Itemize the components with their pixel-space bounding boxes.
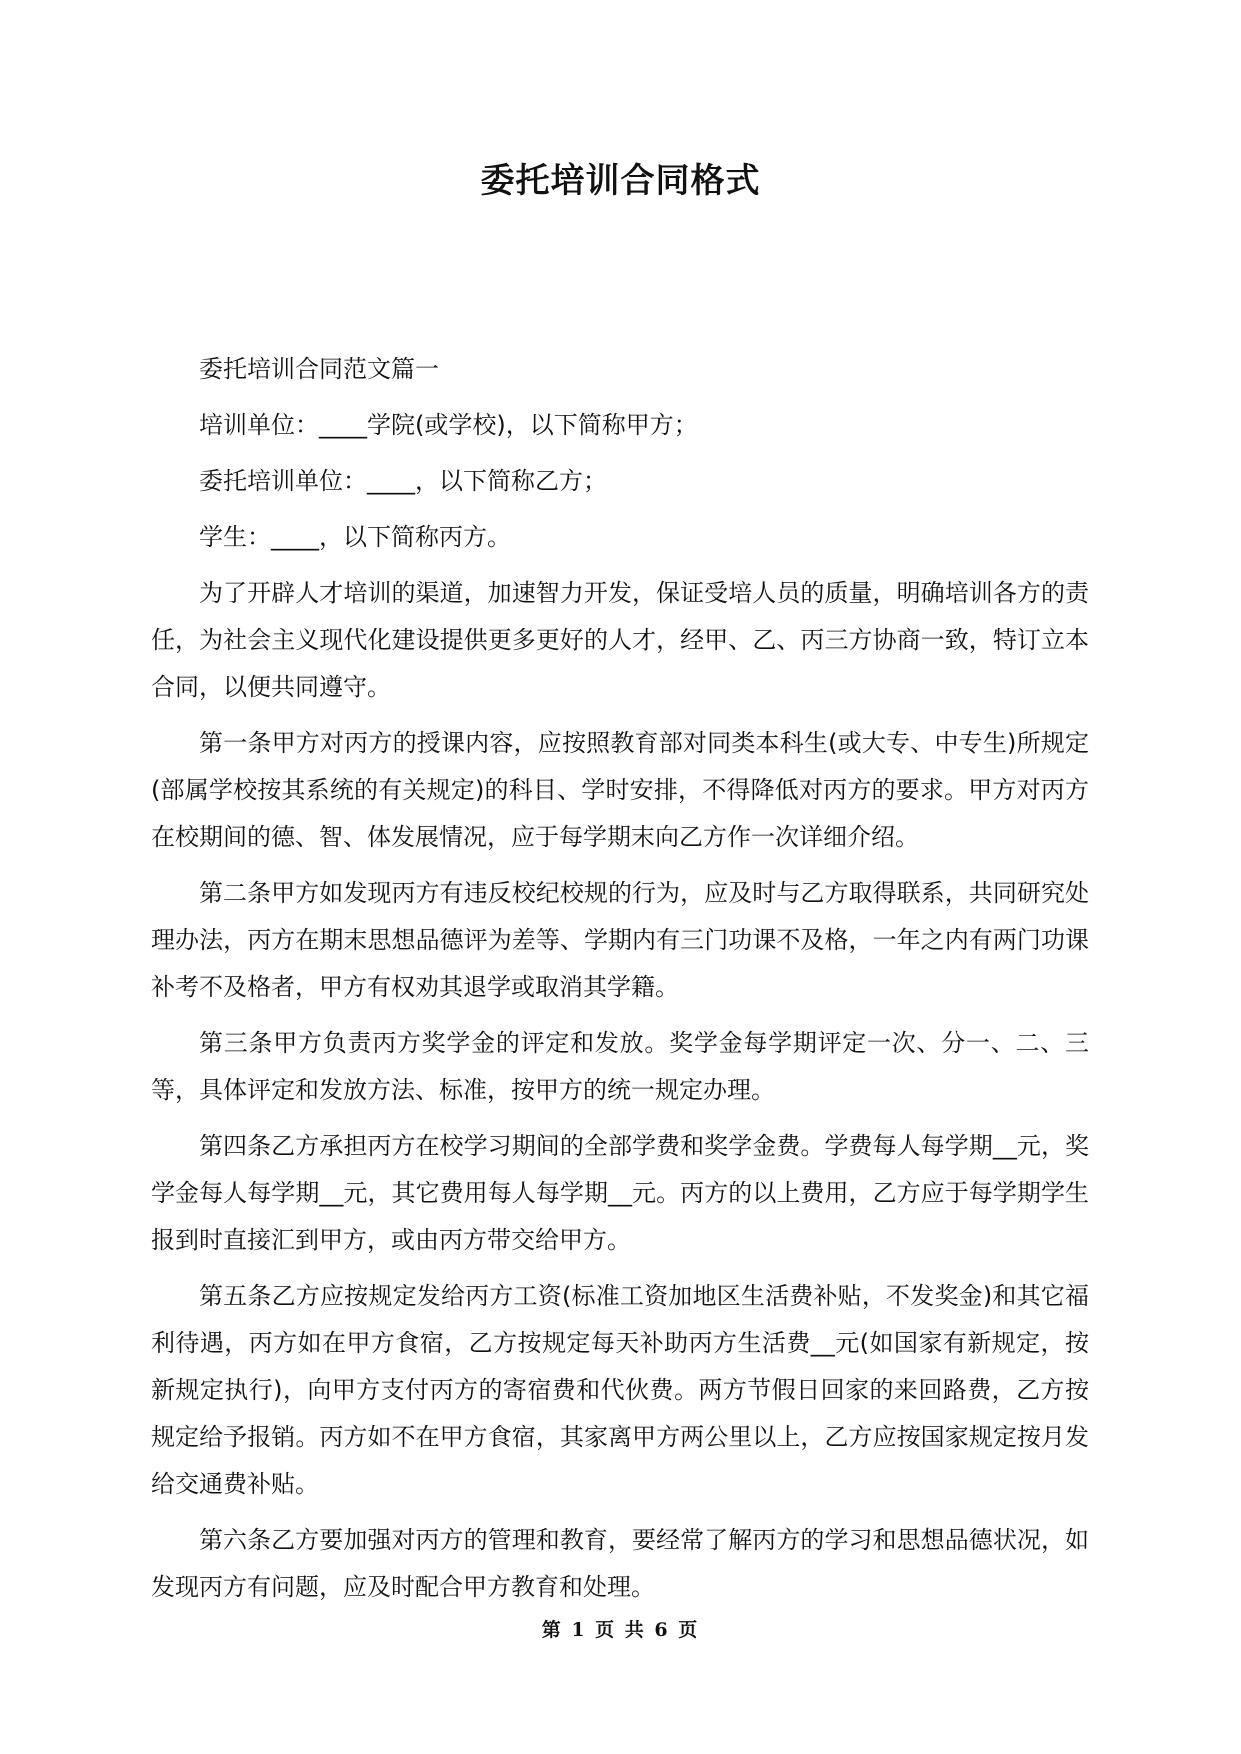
- paragraph-article-2: 第二条甲方如发现丙方有违反校纪校规的行为，应及时与乙方取得联系，共同研究处理办法，丙方在期末思想品德评为差等、学期内有三门功课不及格，一年之内有两门功课补考不及格者，甲方有权劝其退学或取消其学籍。: [151, 879, 1089, 1001]
- document-body: [151, 346, 1089, 1620]
- paragraph-preamble: 为了开辟人才培训的渠道，加速智力开发，保证受培人员的质量，明确培训各方的责任，为社会主义现代化建设提供更多更好的人才，经甲、乙、丙三方协商一致，特订立本合同，以便共同遵守。: [151, 579, 1089, 701]
- paragraph-heading: 委托培训合同范文篇一: [199, 355, 439, 383]
- document-title: 委托培训合同格式: [480, 161, 761, 201]
- paragraph-article-6: 第六条乙方要加强对丙方的管理和教育，要经常了解丙方的学习和思想品德状况，如发现丙方有问题，应及时配合甲方教育和处理。: [151, 1526, 1089, 1601]
- paragraph-party-b: 委托培训单位：____，以下简称乙方；: [199, 467, 607, 495]
- page-number: 第 1 页 共 6 页: [541, 1619, 700, 1641]
- paragraph-party-c: 学生：____，以下简称丙方。: [199, 523, 511, 551]
- paragraph-party-a: 培训单位：____学院(或学校)，以下简称甲方；: [199, 411, 698, 439]
- paragraph-article-5: 第五条乙方应按规定发给丙方工资(标准工资加地区生活费补贴，不发奖金)和其它福利待遇，丙方如在甲方食宿，乙方按规定每天补助丙方生活费__元(如国家有新规定，按新规定执行)，向甲方支付丙方的寄宿费和代伙费。两方节假日回家的来回路费，乙方按规定给予报销。丙方如不在甲方食宿，其家离甲方两公里以上，乙方应按国家规定按月发给交通费补贴。: [151, 1282, 1089, 1498]
- paragraph-article-4: 第四条乙方承担丙方在校学习期间的全部学费和奖学金费。学费每人每学期__元，奖学金每人每学期__元，其它费用每人每学期__元。丙方的以上费用，乙方应于每学期学生报到时直接汇到甲方，或由丙方带交给甲方。: [151, 1132, 1089, 1254]
- paragraph-article-3: 第三条甲方负责丙方奖学金的评定和发放。奖学金每学期评定一次、分一、二、三等，具体评定和发放方法、标准，按甲方的统一规定办理。: [151, 1029, 1089, 1104]
- paragraph-article-1: 第一条甲方对丙方的授课内容，应按照教育部对同类本科生(或大专、中专生)所规定(部属学校按其系统的有关规定)的科目、学时安排，不得降低对丙方的要求。甲方对丙方在校期间的德、智、体发展情况，应于每学期末向乙方作一次详细介绍。: [151, 729, 1089, 851]
